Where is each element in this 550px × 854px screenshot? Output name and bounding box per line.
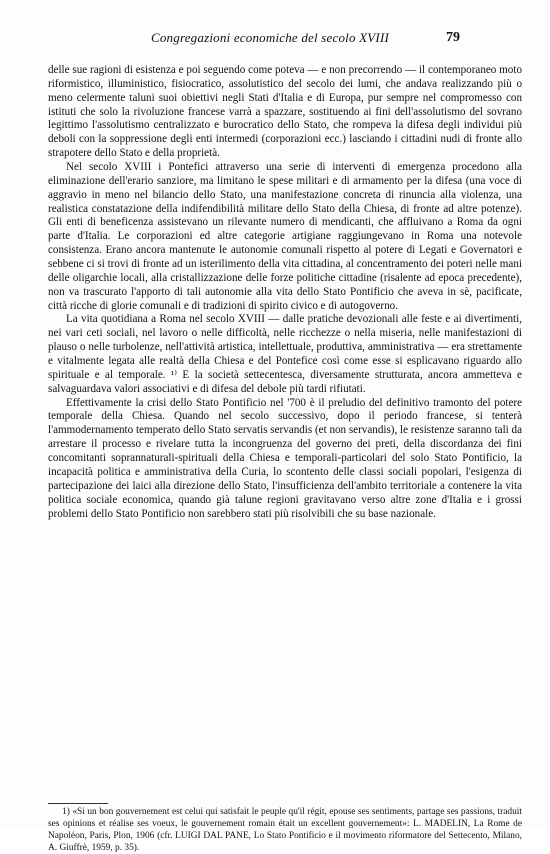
running-title: Congregazioni economiche del secolo XVIII xyxy=(150,30,390,45)
footnote-separator xyxy=(48,803,108,804)
main-text xyxy=(48,64,522,521)
paragraph: Effettivamente la crisi dello Stato Pontificio nel '700 è il preludio del definitivo tramonto del potere temporale della Chiesa. Quando nel secolo successivo, dopo il periodo francese, si tenterà l'ammodernamento temperato dello Stato servatis servandis (et non servandis), le resistenze saranno tali da arrestare il processo e rivelare tutta la incongruenza del governo dei preti, della discordanza dei fini concomitanti soprannaturali-spirituali della Chiesa e temporali-particolari del solo Stato Pontificio, la incapacità politica e amministrativa della Curia, lo scontento delle classi sociali popolari, l'esigenza di partecipazione dei laici alla direzione dello Stato, l'insufficienza dell'ambito territoriale a contenere la vita politica sociale economica, quando già talune regioni gravitavano verso altre zone d'Italia e i grossi problemi dello Stato Pontificio non sarebbero stati più risolvibili che su base nazionale. xyxy=(48,396,522,520)
paragraph: Nel secolo XVIII i Pontefici attraverso una serie di interventi di emergenza procedono alla eliminazione dell'erario sanziore, ma limitano le spese militari e di armamento per la difesa (una voce di aggravio in meno nel bilancio dello Stato, una manifestazione concreta di rinuncia alla violenza, una realistica constatazione della indifendibilità militare dello Stato della Chiesa, di fronte ad altre potenze). Gli enti di beneficenza assistevano un rilevante numero di mendicanti, che affluivano a Roma da ogni parte d'Italia. Le corporazioni ed altre categorie artigiane raggiungevano in Roma una notevole consistenza. Erano ancora mantenute le autonomie comunali rispetto al potere di Legati e Governatori e sebbene ci si trovi di fronte ad un isterilimento della vita cittadina, al concentramento dei poteri nelle mani delle oligarchie locali, alla cristallizzazione delle forze politiche cittadine (risalente ad epoca precedente), non va trascurato l'apporto di tali autonomie alla vita dello Stato Pontificio che aveva in sè, pacificate, città ricche di glorie comunali e di tradizioni di spirito civico e di autogoverno. xyxy=(48,161,522,312)
page-number: 79 xyxy=(446,30,460,45)
paragraph: La vita quotidiana a Roma nel secolo XVIII — dalle pratiche devozionali alle feste e ai divertimenti, nei vari ceti sociali, nel lavoro o nelle difficoltà, nelle ricchezze o nella miseria, nelle manifestazioni di plauso o nelle turbolenze, nell'attività artistica, intellettuale, produttiva, amministrativa — era strettamente e vitalmente legata alle realtà della Chiesa e del Pontefice così come esse si esplicavano riguardo allo spirituale e al temporale. ¹⁾ E la società settecentesca, diversamente strutturata, ancora ammetteva e salvaguardava valori associativi e di difesa del debole più tardi rifiutati. xyxy=(48,313,522,395)
paragraph: delle sue ragioni di esistenza e poi seguendo come poteva — e non precorrendo — il contemporaneo moto riformistico, illuministico, fisiocratico, assolutistico del secolo dei lumi, che andava realizzando più o meno celermente taluni suoi obiettivi negli Stati d'Italia e di Europa, pur sempre nel compromesso con istituti che solo la rivoluzione francese varrà a spazzare, sostituendo ai fini dell'assolutismo del sovrano legittimo l'assolutismo centralizzato e burocratico dello Stato, che rompeva la difesa degli individui più deboli con la soppressione degli enti intermedi (corporazioni ecc.) lasciando i cittadini nudi di fronte allo strapotere dello Stato e della proprietà. xyxy=(48,64,522,160)
footnote: 1) «Si un bon gouvernement est celui qui satisfait le peuple qu'il régit, epouse ses sentiments, partage ses passions, traduit ses opinions et réalise ses voeux, le gouvernement romain était un excellent gouvernement»: L. MADELIN, La Rome de Napoléon, Paris, Plon, 1906 (cfr. LUIGI DAL PANE, Lo Stato Pontificio e il movimento riformatore del Settecento, Milano, A. Giuffrè, 1959, p. 35). xyxy=(48,807,522,853)
